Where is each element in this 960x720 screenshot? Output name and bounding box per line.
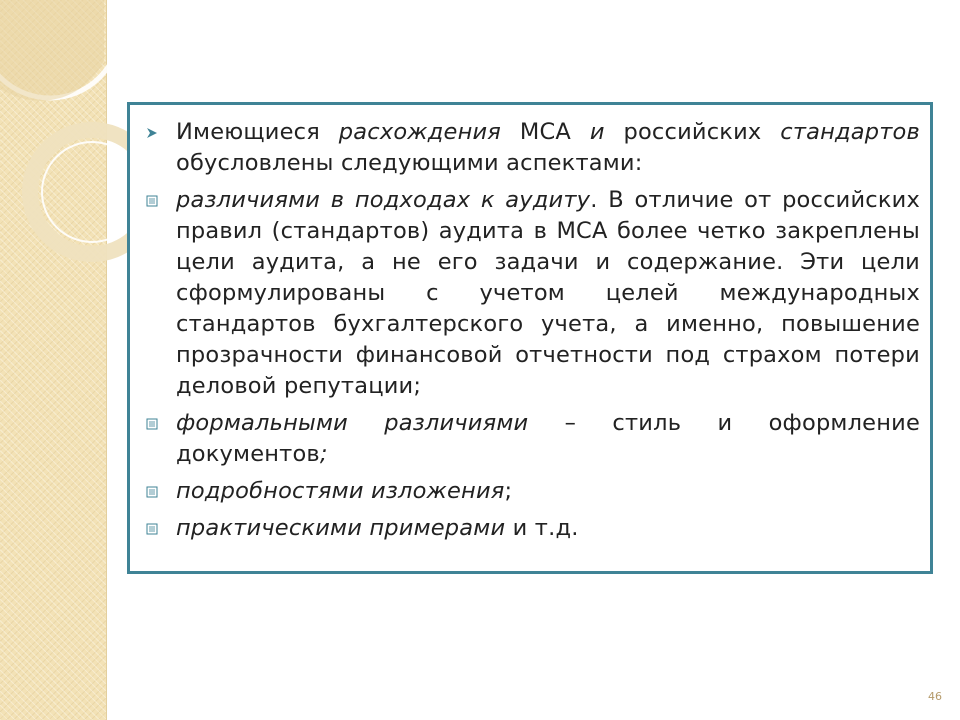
bullet-text: и xyxy=(589,119,605,145)
bullet-item xyxy=(176,408,920,470)
square-bullet-icon xyxy=(146,523,158,535)
bullet-text: формальными различиями xyxy=(176,410,529,436)
bullet-item xyxy=(176,117,920,179)
bullet-text: российских xyxy=(604,119,781,145)
bullet-text: обусловлены следующими аспектами: xyxy=(176,150,643,176)
bullet-list xyxy=(130,105,930,544)
bullet-text: практическими примерами xyxy=(176,515,506,541)
square-bullet-icon xyxy=(146,195,158,207)
page-number: 46 xyxy=(928,690,942,703)
bullet-text: стандартов xyxy=(780,119,920,145)
bullet-text: – стиль и оформление документов xyxy=(176,410,920,467)
bullet-item xyxy=(176,476,920,507)
arrow-bullet-icon xyxy=(146,127,158,139)
square-bullet-icon xyxy=(146,486,158,498)
bullet-text: и т.д. xyxy=(505,515,579,541)
bullet-text: . В отличие от российских правил (стандартов) аудита в МСА более четко закреплены цели аудита, а не его задачи и содержание. Эти цели сформулированы с учетом целей международных стандартов бухгалтерского учета, а именно, повышение прозрачности финансовой отчетности под страхом потери деловой репутации; xyxy=(176,187,921,399)
decorative-rings xyxy=(0,0,130,320)
content-box xyxy=(127,102,933,574)
bullet-text: различиями в подходах к аудиту xyxy=(176,187,591,213)
bullet-text: ; xyxy=(319,441,328,467)
bullet-item xyxy=(176,513,920,544)
bullet-text: МСА xyxy=(501,119,590,145)
bullet-text: Имеющиеся xyxy=(176,119,339,145)
square-bullet-icon xyxy=(146,418,158,430)
bullet-text: расхождения xyxy=(338,119,502,145)
bullet-text: подробностями изложения xyxy=(176,478,505,504)
bullet-text: ; xyxy=(504,478,513,504)
bullet-item xyxy=(176,185,920,402)
